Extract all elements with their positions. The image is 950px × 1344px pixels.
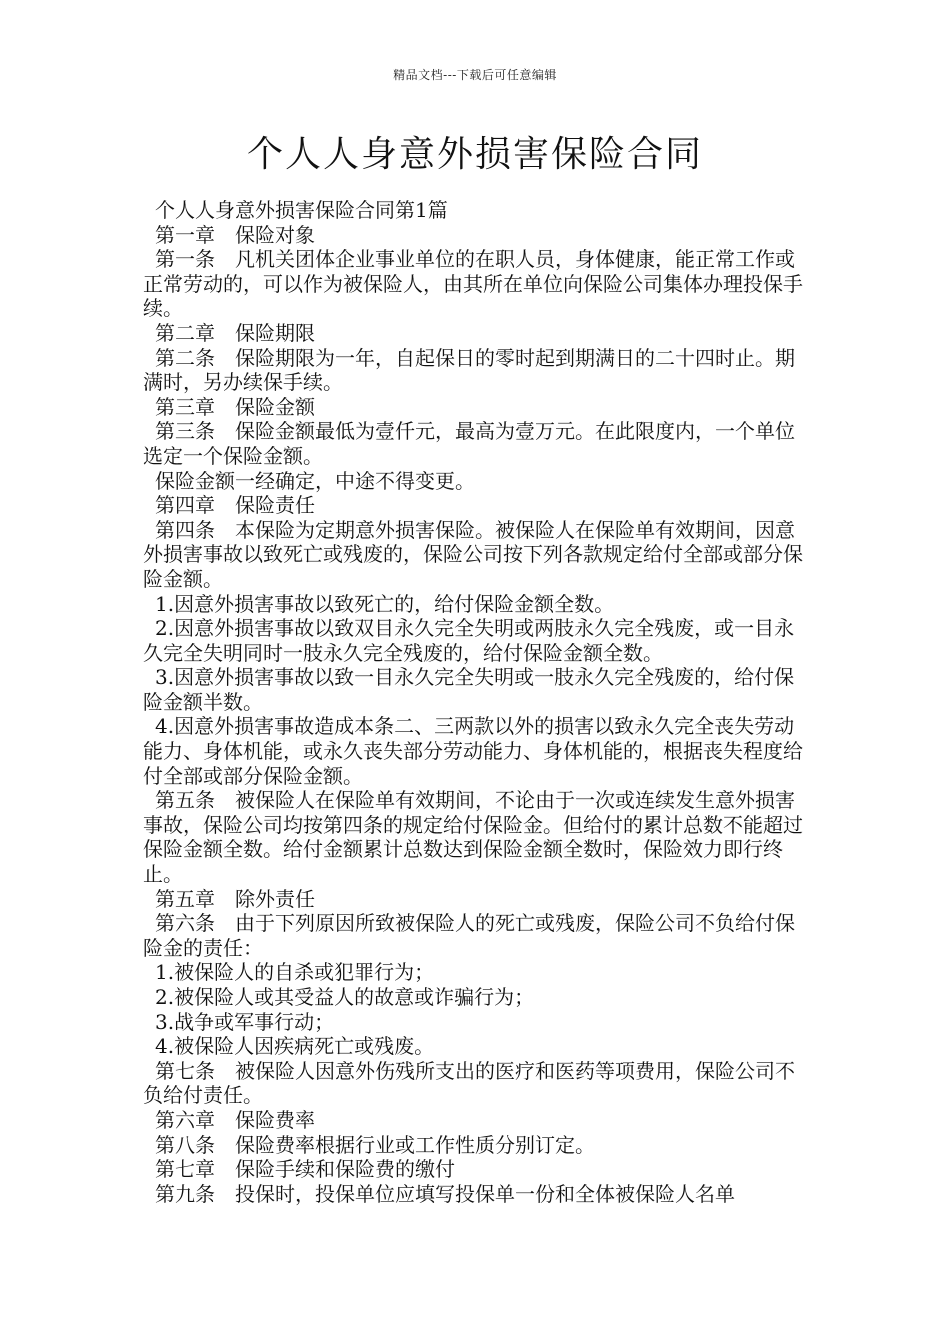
document-paragraph: 第四章 保险责任 — [155, 493, 315, 518]
document-paragraph: 第八条 保险费率根据行业或工作性质分别订定。 — [155, 1132, 595, 1157]
document-paragraph: 第二条 保险期限为一年，自起保日的零时起到期满日的二十四时止。期满时，另办续保手续。 — [143, 345, 795, 395]
document-paragraph: 第六条 由于下列原因所致被保险人的死亡或残废，保险公司不负给付保险金的责任： — [143, 911, 795, 960]
document-paragraph: 保险金额一经确定，中途不得变更。 — [155, 468, 475, 493]
document-paragraph: 第一章 保险对象 — [155, 222, 315, 247]
document-paragraph: 4.因意外损害事故造成本条二、三两款以外的损害以致永久完全丧失劳动能力、身体机能，或永久丧失部分劳动能力、身体机能的，根据丧失程度给付全部或部分保险金额。 — [143, 714, 803, 788]
document-paragraph: 2.被保险人或其受益人的故意或诈骗行为； — [155, 985, 535, 1009]
document-paragraph: 3.战争或军事行动； — [155, 1009, 335, 1034]
document-paragraph: 3.因意外损害事故以致一目永久完全失明或一肢永久完全残废的，给付保险金额半数。 — [143, 665, 795, 714]
header-note: 精品文档---下载后可任意编辑 — [393, 68, 557, 82]
document-paragraph: 4.被保险人因疾病死亡或残废。 — [155, 1034, 435, 1059]
document-paragraph: 第六章 保险费率 — [155, 1107, 315, 1132]
document-title: 个人人身意外损害保险合同 — [246, 134, 703, 175]
document-paragraph: 第七章 保险手续和保险费的缴付 — [155, 1157, 455, 1182]
document-paragraph: 第九条 投保时，投保单位应填写投保单一份和全体被保险人名单 — [155, 1181, 735, 1206]
document-paragraph: 第三条 保险金额最低为壹仟元，最高为壹万元。在此限度内，一个单位选定一个保险金额。 — [143, 419, 795, 468]
document-paragraph: 第五章 除外责任 — [155, 886, 315, 911]
document-paragraph: 第七条 被保险人因意外伤残所支出的医疗和医药等项费用，保险公司不负给付责任。 — [143, 1058, 795, 1108]
document-body — [143, 198, 808, 1206]
document-paragraph: 第五条 被保险人在保险单有效期间，不论由于一次或连续发生意外损害事故，保险公司均按第四条的规定给付保险金。但给付的累计总数不能超过保险金额全数。给付金额累计总数达到保险金额全数时，保险效力即行终止。 — [143, 788, 803, 887]
document-paragraph: 第四条 本保险为定期意外损害保险。被保险人在保险单有效期间，因意外损害事故以致死亡或残废的，保险公司按下列各款规定给付全部或部分保险金额。 — [143, 517, 803, 591]
document-paragraph: 第二章 保险期限 — [155, 320, 315, 345]
document-paragraph: 个人人身意外损害保险合同第1篇 — [155, 198, 448, 222]
document-paragraph: 第三章 保险金额 — [155, 394, 315, 419]
document-paragraph: 1.因意外损害事故以致死亡的，给付保险金额全数。 — [155, 591, 615, 616]
document-paragraph: 1.被保险人的自杀或犯罪行为； — [155, 960, 435, 985]
document-paragraph: 第一条 凡机关团体企业事业单位的在职人员，身体健康，能正常工作或正常劳动的，可以作为被保险人，由其所在单位向保险公司集体办理投保手续。 — [143, 247, 803, 321]
document-paragraph: 2.因意外损害事故以致双目永久完全失明或两肢永久完全残废，或一目永久完全失明同时一肢永久完全残废的，给付保险金额全数。 — [143, 616, 795, 665]
